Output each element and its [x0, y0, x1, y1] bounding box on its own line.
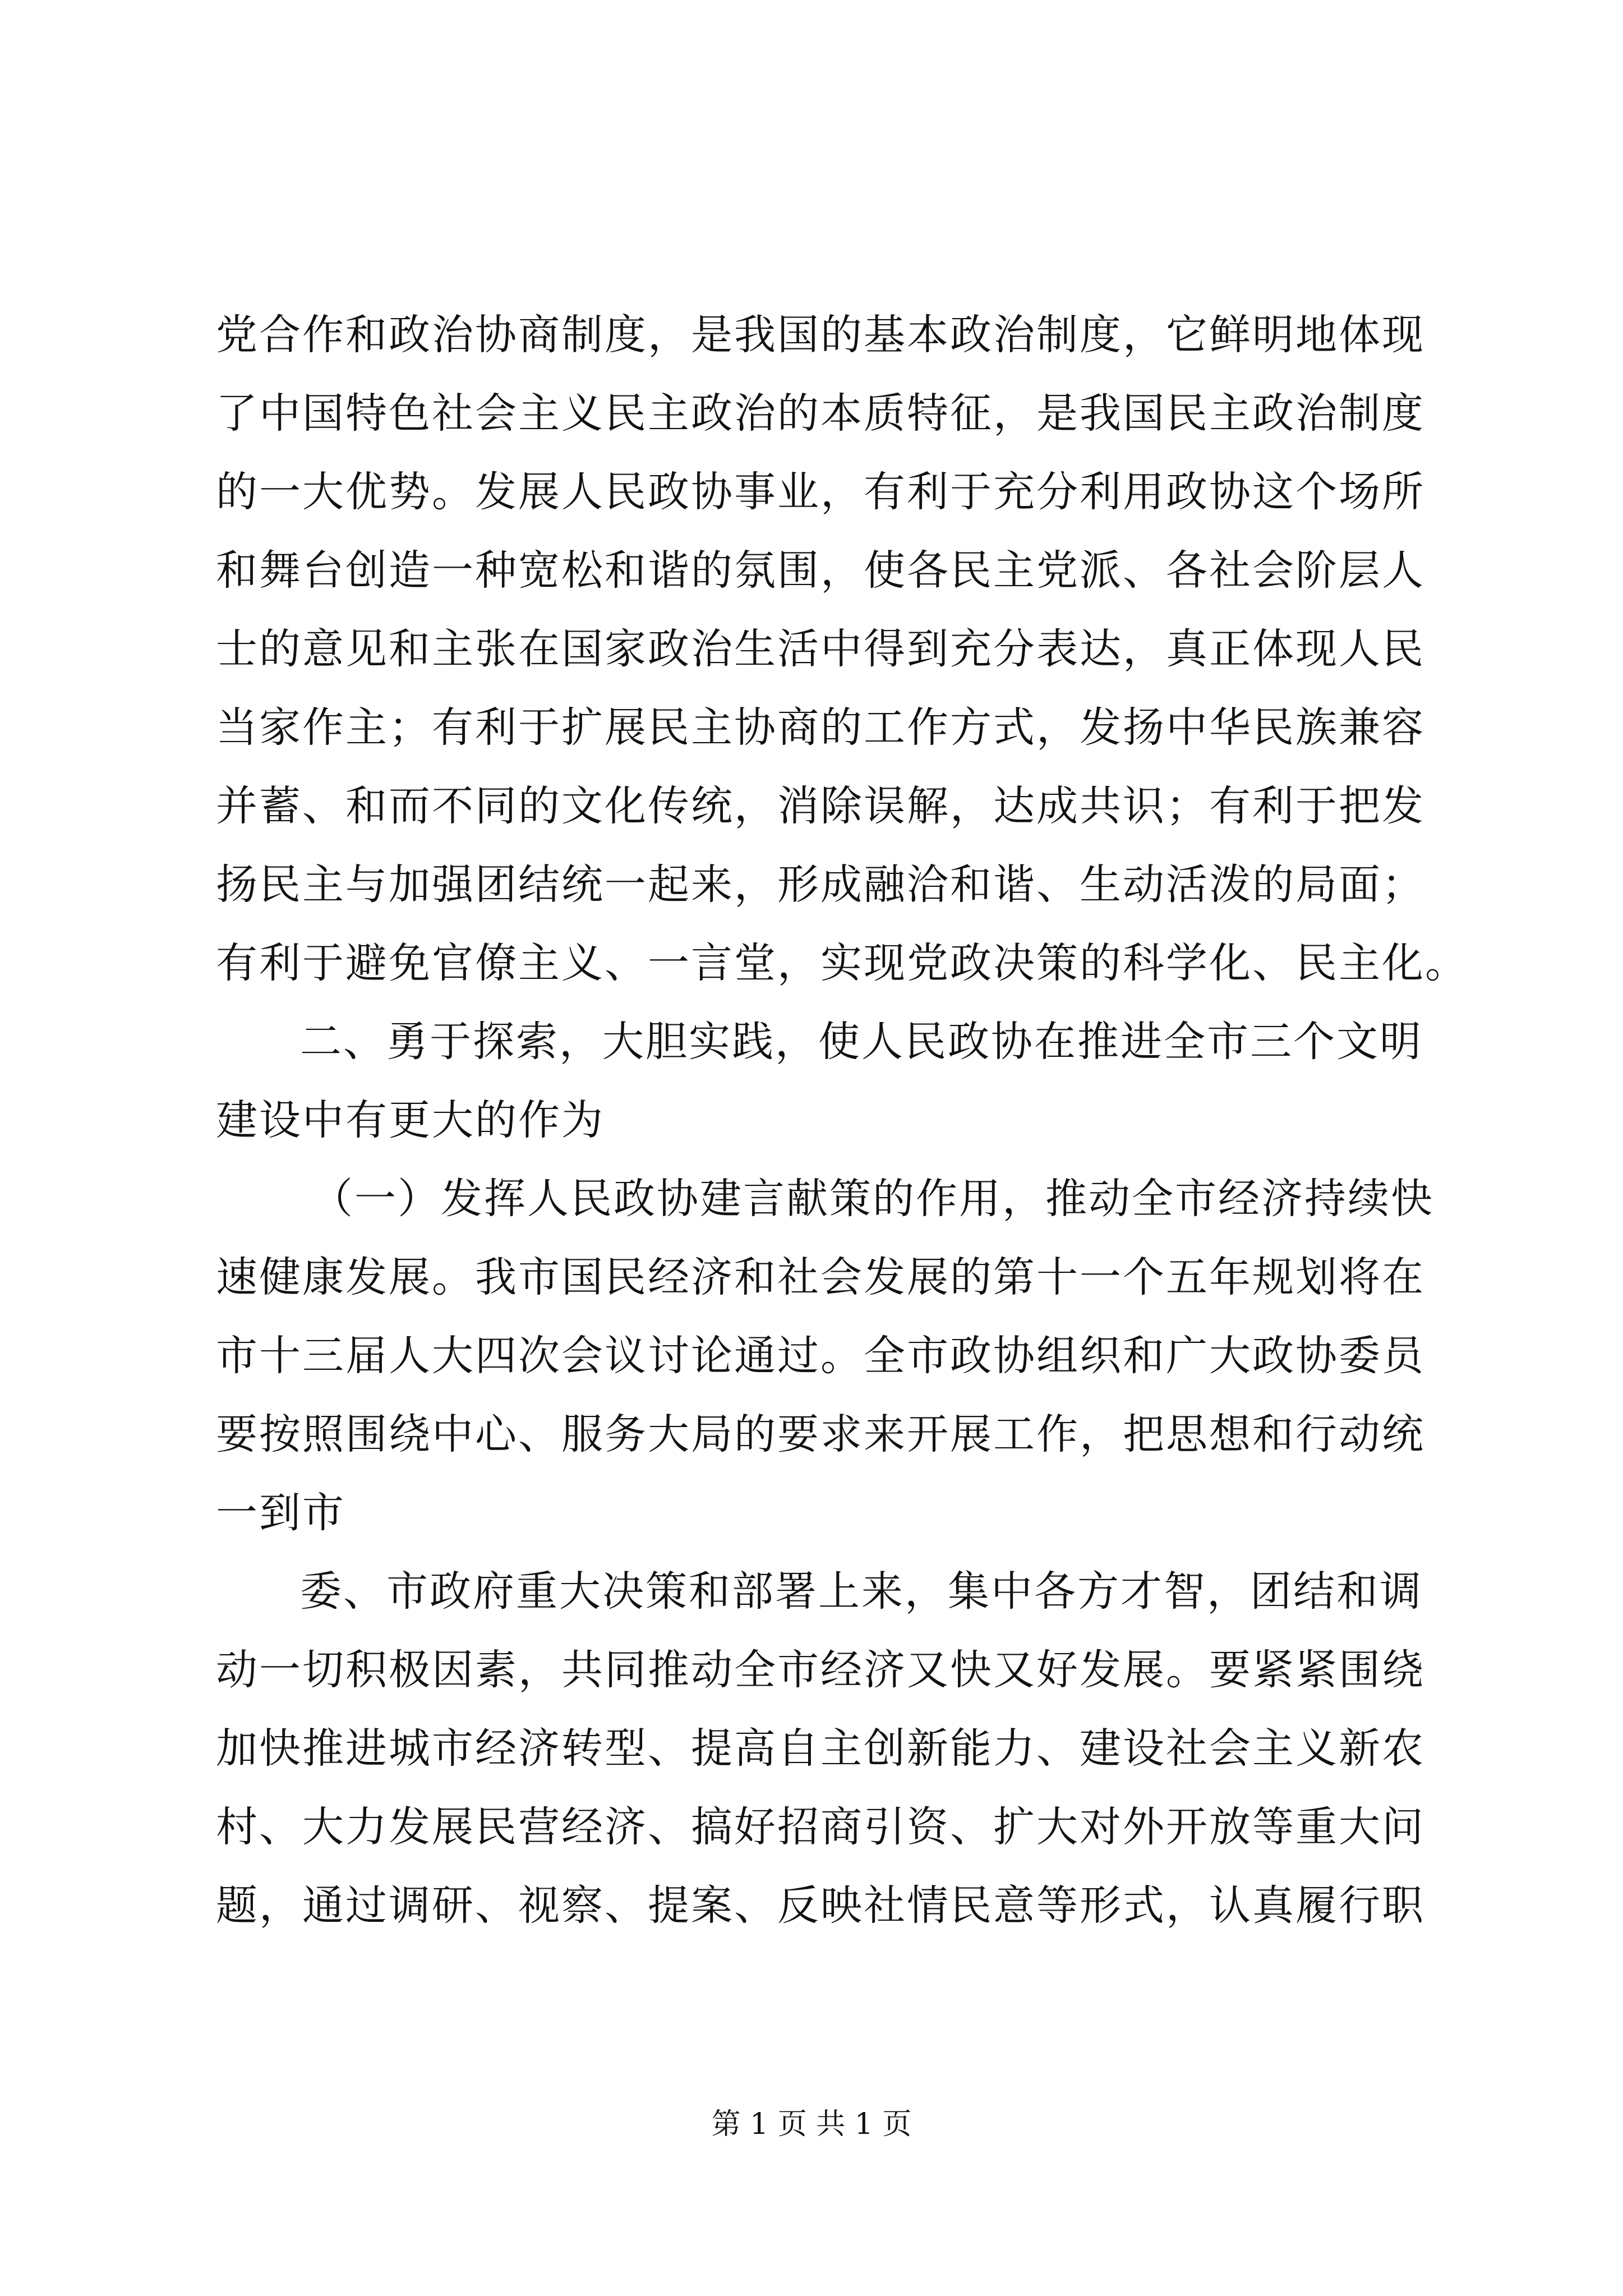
section-heading-line: 二、勇于探索，大胆实践，使人民政协在推进全市三个文明 — [300, 1018, 1423, 1066]
text-line: 和舞台创造一种宽松和谐的氛围，使各民主党派、各社会阶层人 — [216, 546, 1425, 595]
document-body — [216, 296, 1468, 1945]
text-line: 题，通过调研、视察、提案、反映社情民意等形式，认真履行职 — [216, 1881, 1425, 1930]
text-line: 委、市政府重大决策和部署上来，集中各方才智，团结和调 — [300, 1567, 1423, 1616]
text-line: 速健康发展。我市国民经济和社会发展的第十一个五年规划将在 — [216, 1253, 1425, 1301]
text-line: 市十三届人大四次会议讨论通过。全市政协组织和广大政协委员 — [216, 1332, 1425, 1380]
text-line: 了中国特色社会主义民主政治的本质特征，是我国民主政治制度 — [216, 389, 1425, 438]
subsection-line: （一）发挥人民政协建言献策的作用，推动全市经济持续快 — [311, 1175, 1434, 1223]
text-line: 加快推进城市经济转型、提高自主创新能力、建设社会主义新农 — [216, 1724, 1425, 1773]
text-line: 村、大力发展民营经济、搞好招商引资、扩大对外开放等重大问 — [216, 1803, 1425, 1851]
text-line: 当家作主；有利于扩展民主协商的工作方式，发扬中华民族兼容 — [216, 703, 1425, 752]
section-heading-line: 建设中有更大的作为 — [216, 1096, 605, 1144]
text-line: 动一切积极因素，共同推动全市经济又快又好发展。要紧紧围绕 — [216, 1646, 1425, 1694]
text-line: 一到市 — [216, 1489, 345, 1537]
text-line: 党合作和政治协商制度，是我国的基本政治制度，它鲜明地体现 — [216, 311, 1425, 359]
text-line: 要按照围绕中心、服务大局的要求来开展工作，把思想和行动统 — [216, 1410, 1425, 1458]
page-number-footer: 第 1 页 共 1 页 — [711, 2108, 912, 2141]
text-line: 的一大优势。发展人民政协事业，有利于充分利用政协这个场所 — [216, 468, 1425, 516]
text-line: 士的意见和主张在国家政治生活中得到充分表达，真正体现人民 — [216, 625, 1425, 673]
text-line: 有利于避免官僚主义、一言堂，实现党政决策的科学化、民主化。 — [216, 939, 1468, 987]
text-line: 并蓄、和而不同的文化传统，消除误解，达成共识；有利于把发 — [216, 782, 1425, 830]
text-line: 扬民主与加强团结统一起来，形成融洽和谐、生动活泼的局面； — [216, 861, 1425, 909]
